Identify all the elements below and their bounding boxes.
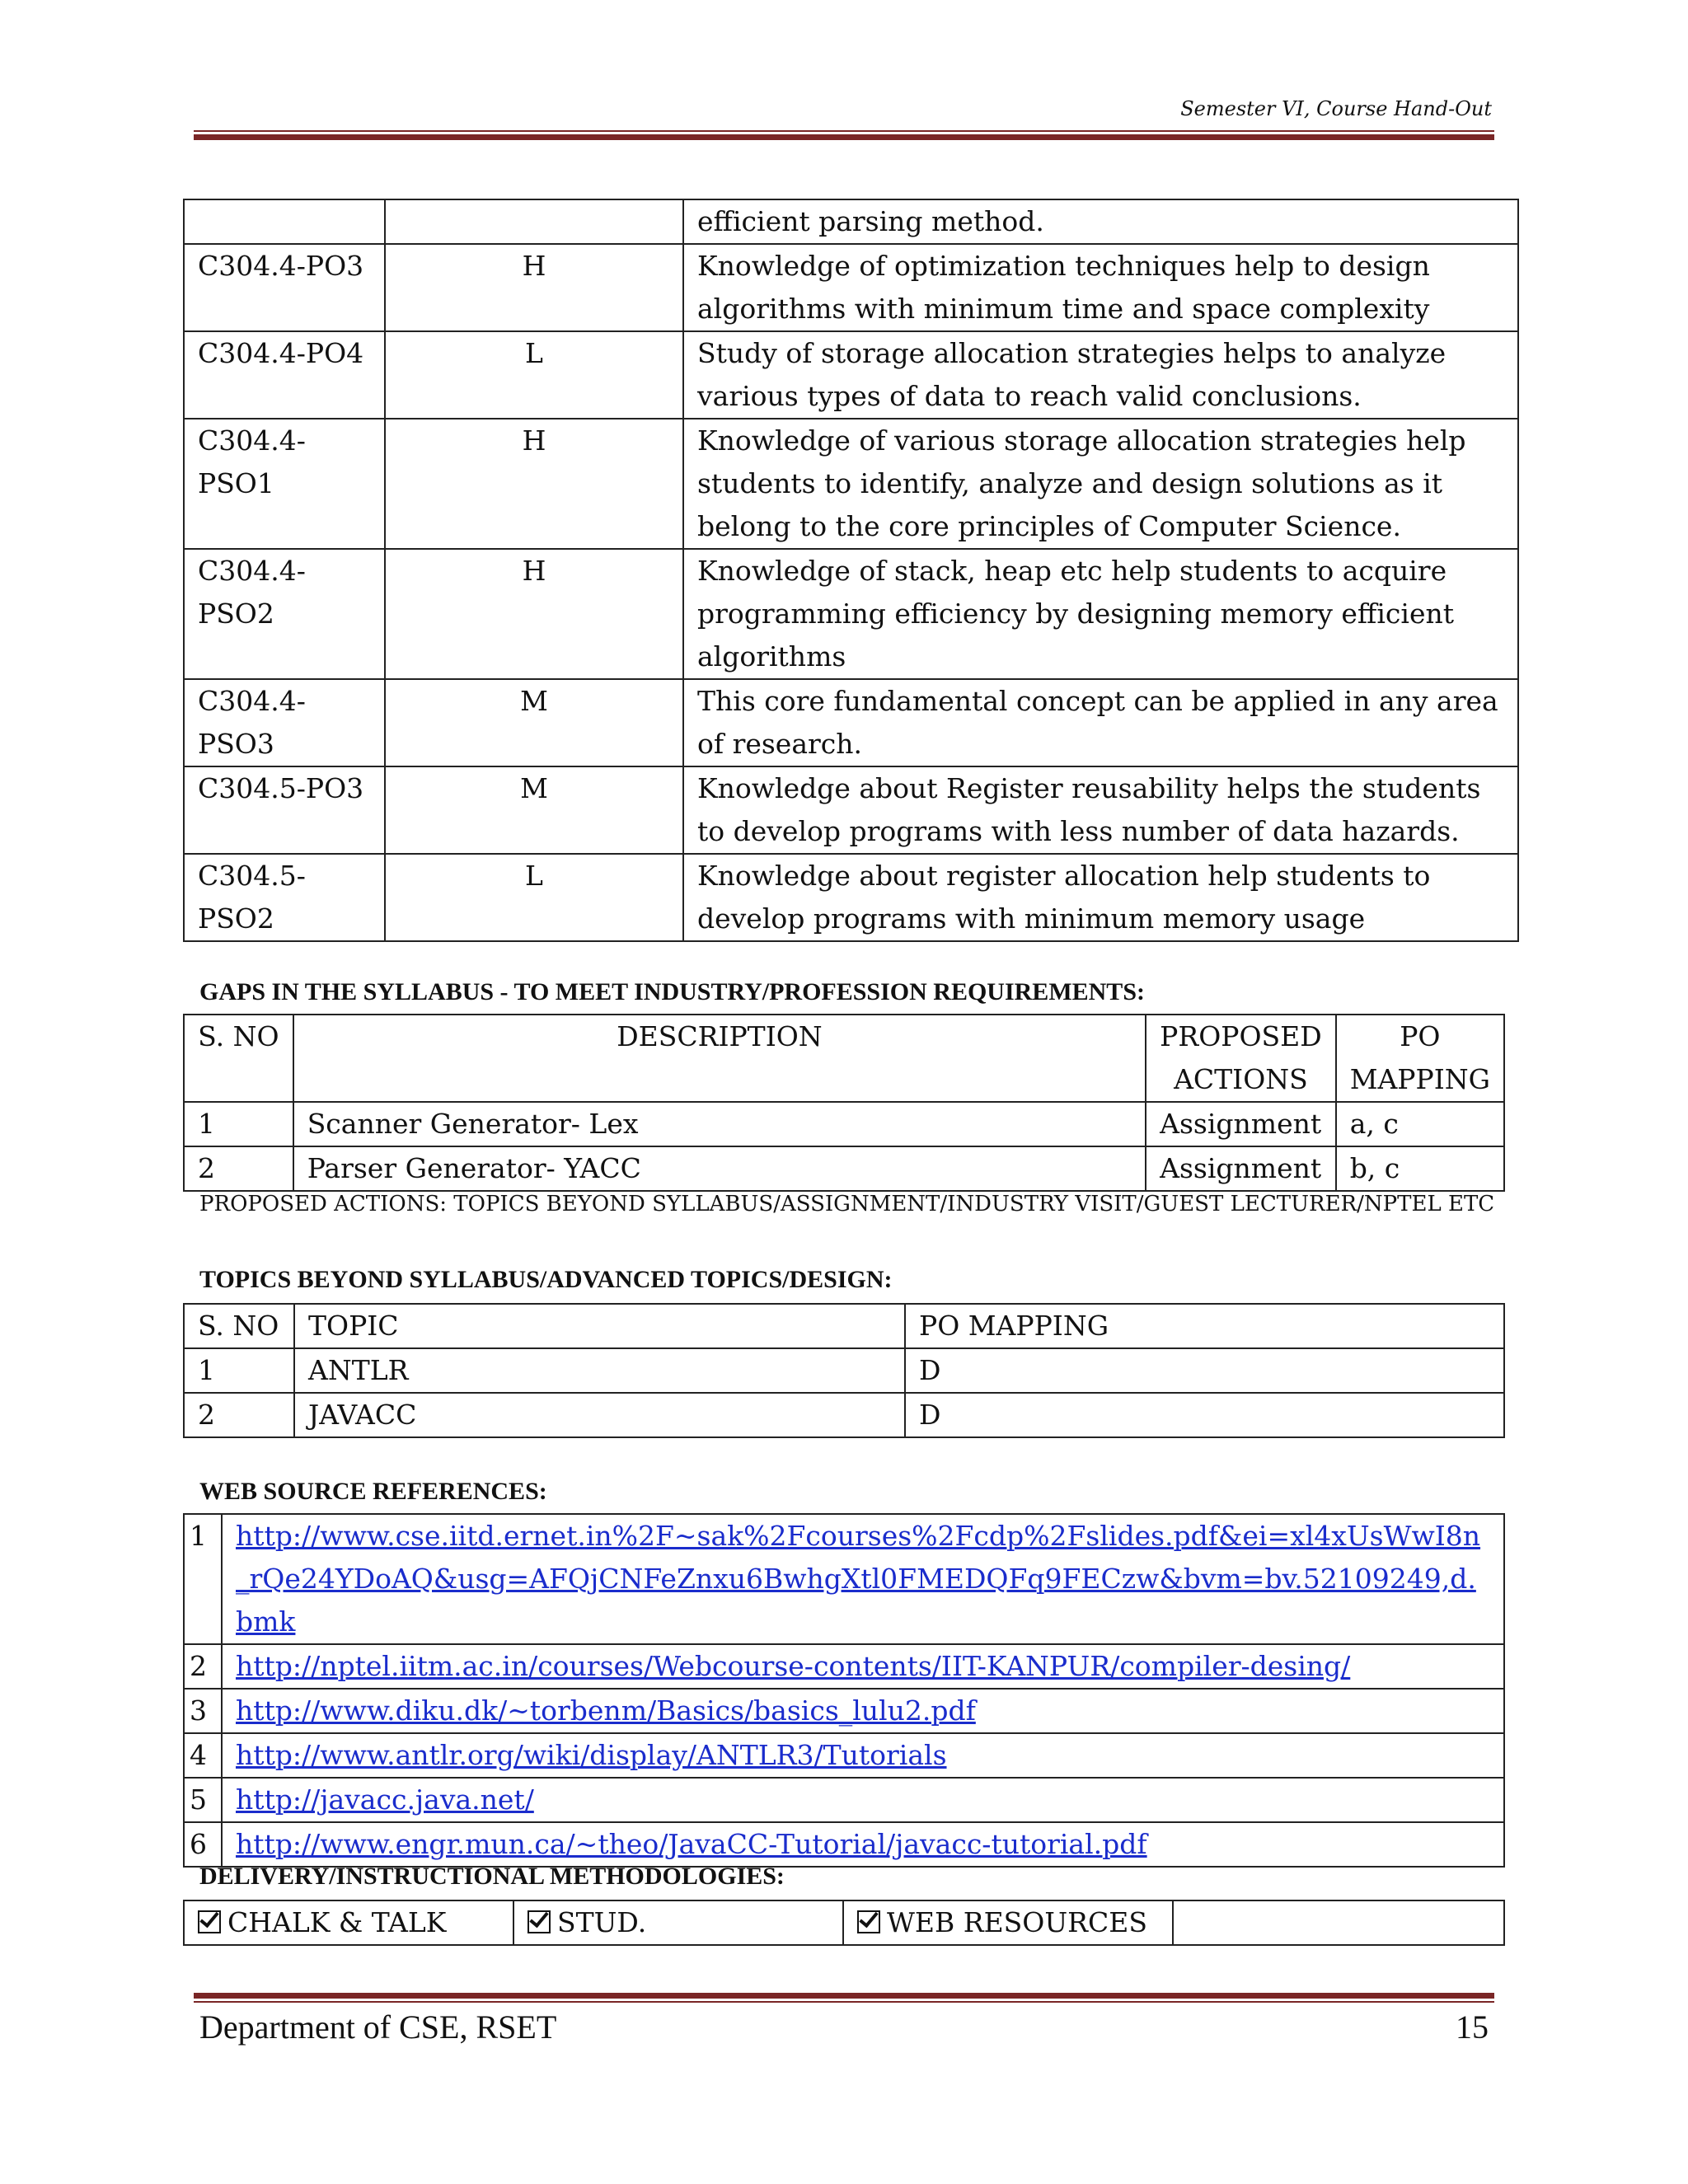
footer-rule (194, 1993, 1494, 2003)
web-section-title: WEB SOURCE REFERENCES: (199, 1478, 547, 1505)
mapping-level: M (385, 766, 683, 854)
checkbox-checked-icon (528, 1910, 551, 1933)
web-reference-cell (222, 1514, 1504, 1644)
footer-department: Department of CSE, RSET (199, 2008, 557, 2046)
web-reference-row (184, 1733, 1504, 1778)
gaps-sno: 1 (184, 1102, 293, 1146)
delivery-section-title: DELIVERY/INSTRUCTIONAL METHODOLOGIES: (199, 1863, 785, 1890)
mapping-justification: Study of storage allocation strategies helps to analyze various types of data to reach valid conclusions. (683, 331, 1518, 419)
mapping-code: C304.4-PO3 (184, 244, 385, 331)
topics-section-title: TOPICS BEYOND SYLLABUS/ADVANCED TOPICS/DESIGN: (199, 1266, 893, 1293)
mapping-code: C304.5-PSO2 (184, 854, 385, 941)
checkbox-checked-icon (198, 1910, 221, 1933)
topics-topic: JAVACC (294, 1393, 905, 1437)
mapping-row (184, 766, 1518, 854)
gaps-header-sno: S. NO (184, 1015, 293, 1102)
mapping-justification: Knowledge of optimization techniques help to design algorithms with minimum time and space complexity (683, 244, 1518, 331)
mapping-code: C304.4-PSO1 (184, 419, 385, 549)
web-reference-number: 6 (184, 1822, 222, 1867)
web-reference-number: 3 (184, 1689, 222, 1733)
delivery-item-empty (1173, 1900, 1504, 1945)
topics-header-po: PO MAPPING (905, 1304, 1504, 1348)
web-reference-number: 1 (184, 1514, 222, 1644)
topics-sno: 2 (184, 1393, 294, 1437)
mapping-row (184, 244, 1518, 331)
mapping-justification: efficient parsing method. (683, 199, 1518, 244)
gaps-sno: 2 (184, 1146, 293, 1191)
mapping-row (184, 679, 1518, 766)
mapping-code: C304.5-PO3 (184, 766, 385, 854)
web-reference-link[interactable]: http://nptel.iitm.ac.in/courses/Webcourse-contents/IIT-KANPUR/compiler-desing/ (236, 1650, 1351, 1682)
gaps-note: PROPOSED ACTIONS: TOPICS BEYOND SYLLABUS/ASSIGNMENT/INDUSTRY VISIT/GUEST LECTURER/NPTEL ETC (199, 1192, 1495, 1216)
gaps-table (183, 1014, 1505, 1192)
topics-row (184, 1348, 1504, 1393)
topics-header-sno: S. NO (184, 1304, 294, 1348)
mapping-code: C304.4-PSO3 (184, 679, 385, 766)
gaps-description: Parser Generator- YACC (293, 1146, 1146, 1191)
topics-row (184, 1393, 1504, 1437)
delivery-item (843, 1900, 1173, 1945)
page-header-title: Semester VI, Course Hand-Out (1180, 97, 1492, 120)
gaps-header-actions: PROPOSED ACTIONS (1146, 1015, 1336, 1102)
web-reference-number: 5 (184, 1778, 222, 1822)
delivery-item-label: STUD. (557, 1906, 647, 1938)
topics-header-topic: TOPIC (294, 1304, 905, 1348)
gaps-description: Scanner Generator- Lex (293, 1102, 1146, 1146)
web-reference-cell (222, 1822, 1504, 1867)
mapping-row (184, 854, 1518, 941)
gaps-header-description: DESCRIPTION (293, 1015, 1146, 1102)
web-reference-cell (222, 1689, 1504, 1733)
web-reference-link[interactable]: http://www.diku.dk/~torbenm/Basics/basics_lulu2.pdf (236, 1694, 976, 1727)
delivery-table (183, 1900, 1505, 1946)
web-references-table (183, 1513, 1505, 1868)
mapping-level: H (385, 549, 683, 679)
topics-po: D (905, 1393, 1504, 1437)
web-reference-number: 4 (184, 1733, 222, 1778)
web-reference-link[interactable]: http://www.antlr.org/wiki/display/ANTLR3/Tutorials (236, 1739, 947, 1771)
mapping-row (184, 199, 1518, 244)
web-reference-row (184, 1689, 1504, 1733)
mapping-justification: Knowledge of various storage allocation strategies help students to identify, analyze and design solutions as it belong to the core principles of Computer Science. (683, 419, 1518, 549)
web-reference-link[interactable]: http://www.cse.iitd.ernet.in%2F~sak%2Fcourses%2Fcdp%2Fslides.pdf&ei=xl4xUsWwI8n_rQe24YDoAQ&usg=AFQjCNFeZnxu6BwhgXtl0FMEDQFq9FECzw&bvm=bv.52109249,d.bmk (236, 1520, 1481, 1638)
delivery-item-label: WEB RESOURCES (887, 1906, 1147, 1938)
gaps-action: Assignment (1146, 1146, 1336, 1191)
mapping-row (184, 331, 1518, 419)
mapping-level: M (385, 679, 683, 766)
header-rule (194, 130, 1494, 140)
gaps-action: Assignment (1146, 1102, 1336, 1146)
mapping-level: L (385, 854, 683, 941)
delivery-item-label: CHALK & TALK (227, 1906, 447, 1938)
mapping-justification: This core fundamental concept can be applied in any area of research. (683, 679, 1518, 766)
topics-header-row (184, 1304, 1504, 1348)
mapping-level (385, 199, 683, 244)
web-reference-link[interactable]: http://www.engr.mun.ca/~theo/JavaCC-Tutorial/javacc-tutorial.pdf (236, 1828, 1147, 1860)
web-reference-row (184, 1514, 1504, 1644)
gaps-po: b, c (1336, 1146, 1504, 1191)
delivery-item (513, 1900, 843, 1945)
web-reference-cell (222, 1644, 1504, 1689)
gaps-header-row (184, 1015, 1504, 1102)
web-reference-cell (222, 1778, 1504, 1822)
gaps-section-title: GAPS IN THE SYLLABUS - TO MEET INDUSTRY/PROFESSION REQUIREMENTS: (199, 978, 1145, 1005)
co-po-mapping-table (183, 199, 1519, 942)
page-number: 15 (1456, 2008, 1489, 2046)
mapping-row (184, 419, 1518, 549)
mapping-code: C304.4-PO4 (184, 331, 385, 419)
mapping-row (184, 549, 1518, 679)
web-reference-number: 2 (184, 1644, 222, 1689)
web-reference-row (184, 1644, 1504, 1689)
mapping-justification: Knowledge about Register reusability helps the students to develop programs with less number of data hazards. (683, 766, 1518, 854)
mapping-code: C304.4-PSO2 (184, 549, 385, 679)
gaps-row (184, 1102, 1504, 1146)
mapping-level: L (385, 331, 683, 419)
gaps-header-po: PO MAPPING (1336, 1015, 1504, 1102)
web-reference-row (184, 1822, 1504, 1867)
topics-table (183, 1303, 1505, 1438)
delivery-row (184, 1900, 1504, 1945)
web-reference-row (184, 1778, 1504, 1822)
gaps-row (184, 1146, 1504, 1191)
mapping-code (184, 199, 385, 244)
web-reference-link[interactable]: http://javacc.java.net/ (236, 1783, 534, 1816)
mapping-level: H (385, 244, 683, 331)
gaps-po: a, c (1336, 1102, 1504, 1146)
topics-topic: ANTLR (294, 1348, 905, 1393)
mapping-level: H (385, 419, 683, 549)
delivery-item (184, 1900, 513, 1945)
checkbox-checked-icon (857, 1910, 880, 1933)
mapping-justification: Knowledge of stack, heap etc help students to acquire programming efficiency by designing memory efficient algorithms (683, 549, 1518, 679)
web-reference-cell (222, 1733, 1504, 1778)
topics-po: D (905, 1348, 1504, 1393)
mapping-justification: Knowledge about register allocation help students to develop programs with minimum memory usage (683, 854, 1518, 941)
topics-sno: 1 (184, 1348, 294, 1393)
